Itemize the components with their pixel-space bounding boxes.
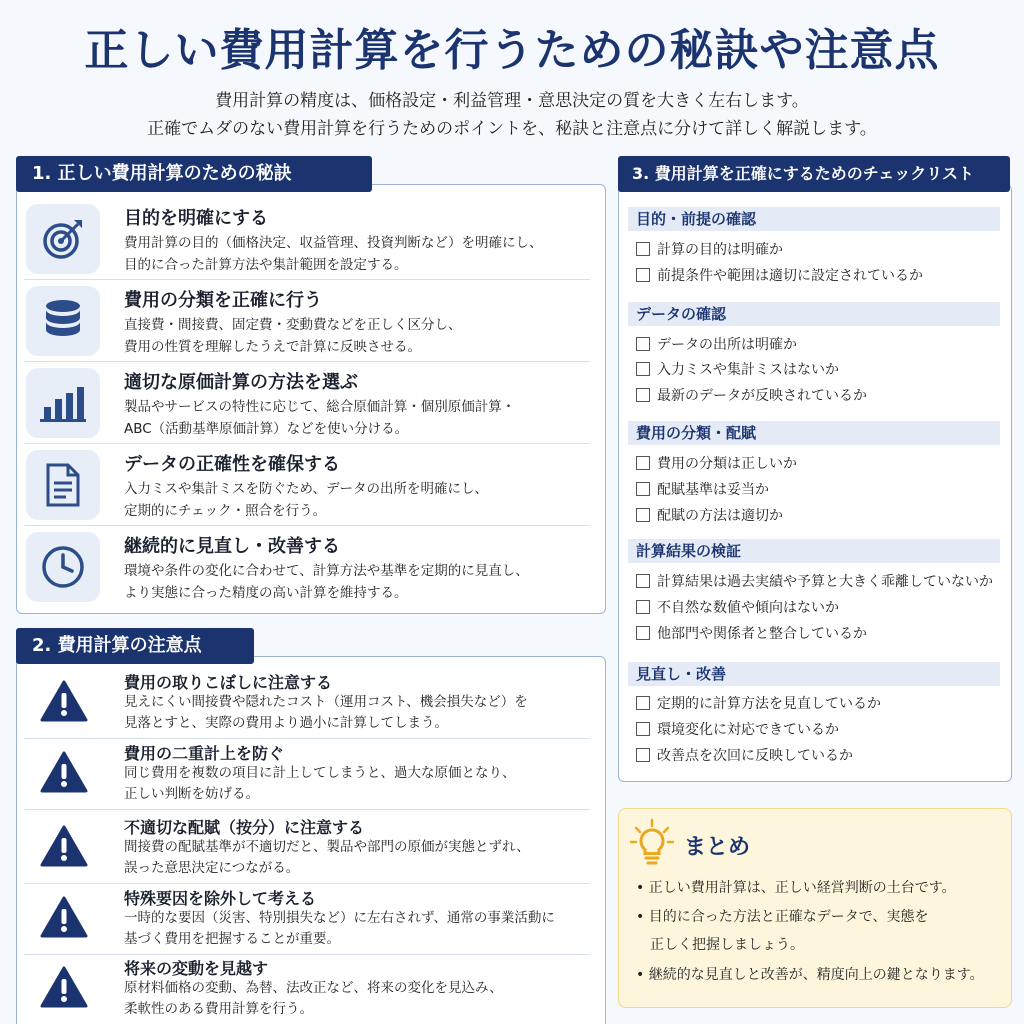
checkbox[interactable]	[636, 456, 650, 470]
caution-item	[24, 739, 590, 810]
summary-item: • 正しい費用計算は、正しい経営判断の土台です。	[636, 880, 956, 896]
checklist-item[interactable]: 定期的に計算方法を見直しているか	[636, 694, 881, 714]
checklist-category: 見直し・改善	[628, 662, 1000, 686]
caution-title: 費用の二重計上を防ぐ	[124, 744, 285, 763]
checkbox[interactable]	[636, 362, 650, 376]
checklist-item[interactable]: 配賦の方法は適切か	[636, 506, 783, 526]
summary-item: • 目的に合った方法と正確なデータで、実態を	[636, 909, 929, 925]
clock-icon	[26, 532, 100, 602]
checklist-item[interactable]: 計算の目的は明確か	[636, 240, 783, 260]
section2-heading: 2. 費用計算の注意点	[16, 628, 254, 664]
secret-item	[24, 444, 590, 526]
caution-desc: 同じ費用を複数の項目に計上してしまうと、過大な原価となり、 正しい判断を妨げる。	[124, 765, 516, 802]
secret-title: 継続的に見直し・改善する	[124, 536, 340, 557]
secret-item	[24, 280, 590, 362]
checkbox[interactable]	[636, 242, 650, 256]
checkbox[interactable]	[636, 574, 650, 588]
section3-heading: 3. 費用計算を正確にするためのチェックリスト	[618, 156, 1010, 192]
warning-icon	[40, 825, 88, 867]
page-subtitle-line1: 費用計算の精度は、価格設定・利益管理・意思決定の質を大きく左右します。	[215, 91, 809, 111]
checklist-item[interactable]: データの出所は明確か	[636, 335, 797, 355]
checkbox[interactable]	[636, 696, 650, 710]
checklist-item[interactable]: 前提条件や範囲は適切に設定されているか	[636, 266, 923, 286]
caution-title: 不適切な配賦（按分）に注意する	[124, 818, 365, 837]
caution-item	[24, 668, 590, 739]
secret-item	[24, 526, 590, 608]
secret-desc: 費用計算の目的（価格決定、収益管理、投資判断など）を明確にし、 目的に合った計算方法や集計範囲を設定する。	[124, 235, 543, 273]
checklist-category: 費用の分類・配賦	[628, 421, 1000, 445]
secret-item	[24, 198, 590, 280]
secret-item	[24, 362, 590, 444]
caution-title: 将来の変動を見越す	[124, 959, 269, 978]
bar-chart-icon	[26, 368, 100, 438]
checkbox[interactable]	[636, 508, 650, 522]
caution-item	[24, 954, 590, 1024]
secret-title: 費用の分類を正確に行う	[124, 290, 322, 311]
warning-icon	[40, 896, 88, 938]
checklist-item[interactable]: 配賦基準は妥当か	[636, 480, 769, 500]
checklist-category: データの確認	[628, 302, 1000, 326]
checkbox[interactable]	[636, 600, 650, 614]
checkbox[interactable]	[636, 268, 650, 282]
caution-item	[24, 813, 590, 884]
checklist-item[interactable]: 計算結果は過去実績や予算と大きく乖離していないか	[636, 572, 993, 592]
secret-desc: 製品やサービスの特性に応じて、総合原価計算・個別原価計算・ ABC（活動基準原価計算）などを使い分ける。	[124, 399, 516, 437]
caution-desc: 一時的な要因（災害、特別損失など）に左右されず、通常の事業活動に 基づく費用を把握することが重要。	[124, 910, 555, 947]
database-icon	[26, 286, 100, 356]
warning-icon	[40, 966, 88, 1008]
secret-title: 適切な原価計算の方法を選ぶ	[124, 372, 358, 393]
document-icon	[26, 450, 100, 520]
secret-desc: 直接費・間接費、固定費・変動費などを正しく区分し、 費用の性質を理解したうえで計算に反映させる。	[124, 317, 462, 355]
caution-desc: 間接費の配賦基準が不適切だと、製品や部門の原価が実態とずれ、 誤った意思決定につながる。	[124, 839, 530, 876]
checkbox[interactable]	[636, 722, 650, 736]
checklist-item[interactable]: 不自然な数値や傾向はないか	[636, 598, 839, 618]
summary-heading: まとめ	[684, 835, 751, 860]
warning-icon	[40, 751, 88, 793]
checkbox[interactable]	[636, 337, 650, 351]
checklist-category: 計算結果の検証	[628, 539, 1000, 563]
checkbox[interactable]	[636, 626, 650, 640]
checklist-item[interactable]: 他部門や関係者と整合しているか	[636, 624, 867, 644]
caution-desc: 原材料価格の変動、為替、法改正など、将来の変化を見込み、 柔軟性のある費用計算を行う。	[124, 980, 503, 1017]
caution-title: 費用の取りこぼしに注意する	[124, 673, 333, 692]
secret-title: 目的を明確にする	[124, 208, 268, 229]
target-icon	[26, 204, 100, 274]
caution-desc: 見えにくい間接費や隠れたコスト（運用コスト、機会損失など）を 見落とすと、実際の費用より過小に計算してしまう。	[124, 694, 528, 731]
summary-item: • 継続的な見直しと改善が、精度向上の鍵となります。	[636, 967, 984, 983]
secret-desc: 入力ミスや集計ミスを防ぐため、データの出所を明確にし、 定期的にチェック・照合を行う。	[124, 481, 488, 519]
checklist-item[interactable]: 環境変化に対応できているか	[636, 720, 839, 740]
checklist-category: 目的・前提の確認	[628, 207, 1000, 231]
lightbulb-icon	[630, 818, 674, 868]
checkbox[interactable]	[636, 388, 650, 402]
checklist-item[interactable]: 最新のデータが反映されているか	[636, 386, 867, 406]
secret-title: データの正確性を確保する	[124, 454, 340, 475]
secret-desc: 環境や条件の変化に合わせて、計算方法や基準を定期的に見直し、 より実態に合った精度の高い計算を維持する。	[124, 563, 529, 601]
checkbox[interactable]	[636, 482, 650, 496]
checklist-item[interactable]: 改善点を次回に反映しているか	[636, 746, 853, 766]
section1-heading: 1. 正しい費用計算のための秘訣	[16, 156, 372, 192]
caution-item	[24, 884, 590, 955]
page-title: 正しい費用計算を行うための秘訣や注意点	[84, 25, 940, 76]
checkbox[interactable]	[636, 748, 650, 762]
checklist-item[interactable]: 費用の分類は正しいか	[636, 454, 797, 474]
page-subtitle-line2: 正確でムダのない費用計算を行うためのポイントを、秘訣と注意点に分けて詳しく解説します。	[147, 119, 877, 139]
summary-item-continued: 正しく把握しましょう。	[650, 937, 804, 953]
caution-title: 特殊要因を除外して考える	[124, 889, 317, 908]
warning-icon	[40, 680, 88, 722]
checklist-item[interactable]: 入力ミスや集計ミスはないか	[636, 360, 839, 380]
